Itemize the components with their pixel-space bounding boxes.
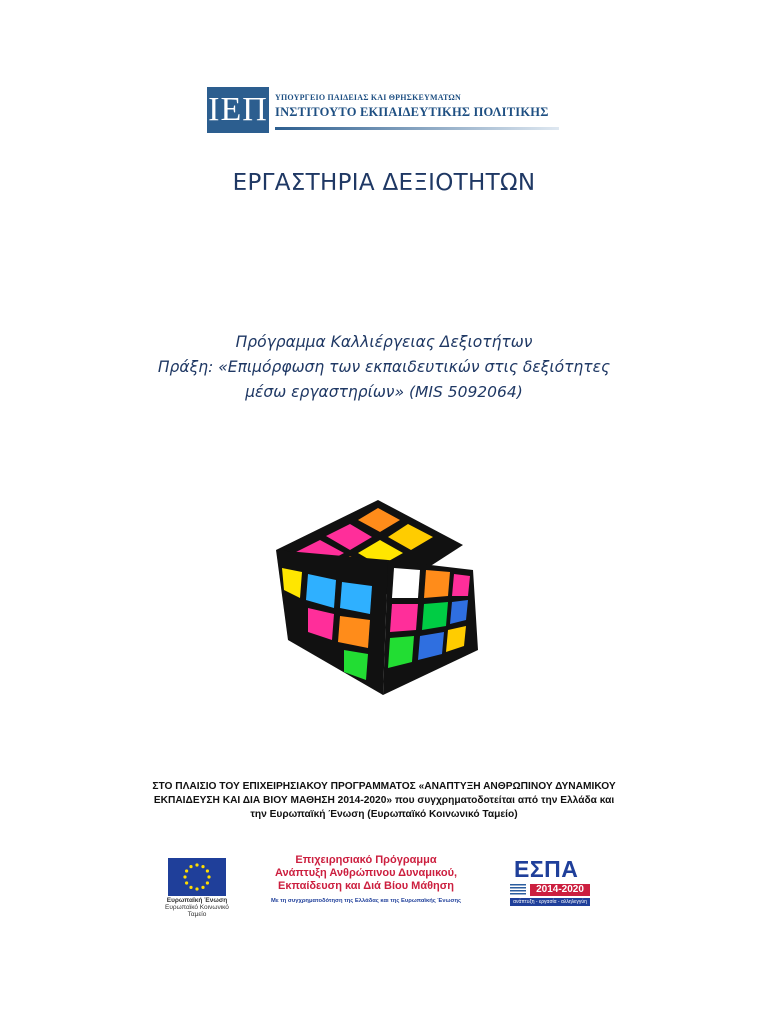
operational-programme-logo [250,854,482,908]
funding-line-2: ΕΚΠΑΙΔΕΥΣΗ ΚΑΙ ΔΙΑ ΒΙΟΥ ΜΑΘΗΣΗ 2014-2020» που συγχρηματοδοτείται από την Ελλάδα και [153,795,615,806]
rubiks-cube-illustration [268,490,498,705]
logo-underline [275,127,559,130]
subtitle-line-1: Πρόγραμμα Καλλιέργειας Δεξιοτήτων [235,333,533,351]
iep-logo [207,87,559,133]
espa-logo [506,858,590,908]
eu-label-line-2: Ευρωπαϊκό Κοινωνικό Ταμείο [165,904,229,918]
iep-logo-mark: ΙΕΠ [207,87,269,133]
subtitle-line-3: μέσω εργαστηρίων» (MIS 5092064) [245,383,523,401]
funding-line-1: ΣΤΟ ΠΛΑΙΣΙΟ ΤΟΥ ΕΠΙΧΕΙΡΗΣΙΑΚΟΥ ΠΡΟΓΡΑΜΜΑΤΟΣ «ΑΝΑΠΤΥΞΗ ΑΝΘΡΩΠΙΝΟΥ ΔΥΝΑΜΙΚΟΥ [152,781,616,792]
op-line-1: Επιχειρησιακό Πρόγραμμα [295,854,437,866]
op-line-3: Εκπαίδευση και Διά Βίου Μάθηση [277,880,455,892]
eu-label-line-1: Ευρωπαϊκή Ένωση [166,897,228,904]
op-line-4: Με τη συγχρηματοδότηση της Ελλάδας και της Ευρωπαϊκής Ένωσης [270,898,461,904]
eu-flag-icon [168,858,226,896]
funding-statement [110,780,658,822]
iep-logo-text [275,93,559,120]
institute-name: ΙΝΣΤΙΤΟΥΤΟ ΕΚΠΑΙΔΕΥΤΙΚΗΣ ΠΟΛΙΤΙΚΗΣ [275,105,549,119]
document-title: ΕΡΓΑΣΤΗΡΙΑ ΔΕΞΙΟΤΗΤΩΝ [232,170,536,196]
op-line-2: Ανάπτυξη Ανθρώπινου Δυναμικού, [274,867,458,879]
document-subtitle [60,330,708,405]
espa-tagline: ανάπτυξη - εργασία - αλληλεγγύη [510,898,590,906]
espa-wordmark: ΕΣΠΑ [514,856,579,882]
ministry-name: ΥΠΟΥΡΓΕΙΟ ΠΑΙΔΕΙΑΣ ΚΑΙ ΘΡΗΣΚΕΥΜΑΤΩΝ [275,93,461,102]
subtitle-line-2: Πράξη: «Επιμόρφωση των εκπαιδευτικών στις δεξιότητες [157,358,611,376]
greek-flag-icon [510,884,526,896]
eu-logo-label [160,897,234,918]
espa-years: 2014-2020 [530,884,590,896]
funding-line-3: την Ευρωπαϊκή Ένωση (Ευρωπαϊκό Κοινωνικό Ταμείο) [250,809,518,820]
